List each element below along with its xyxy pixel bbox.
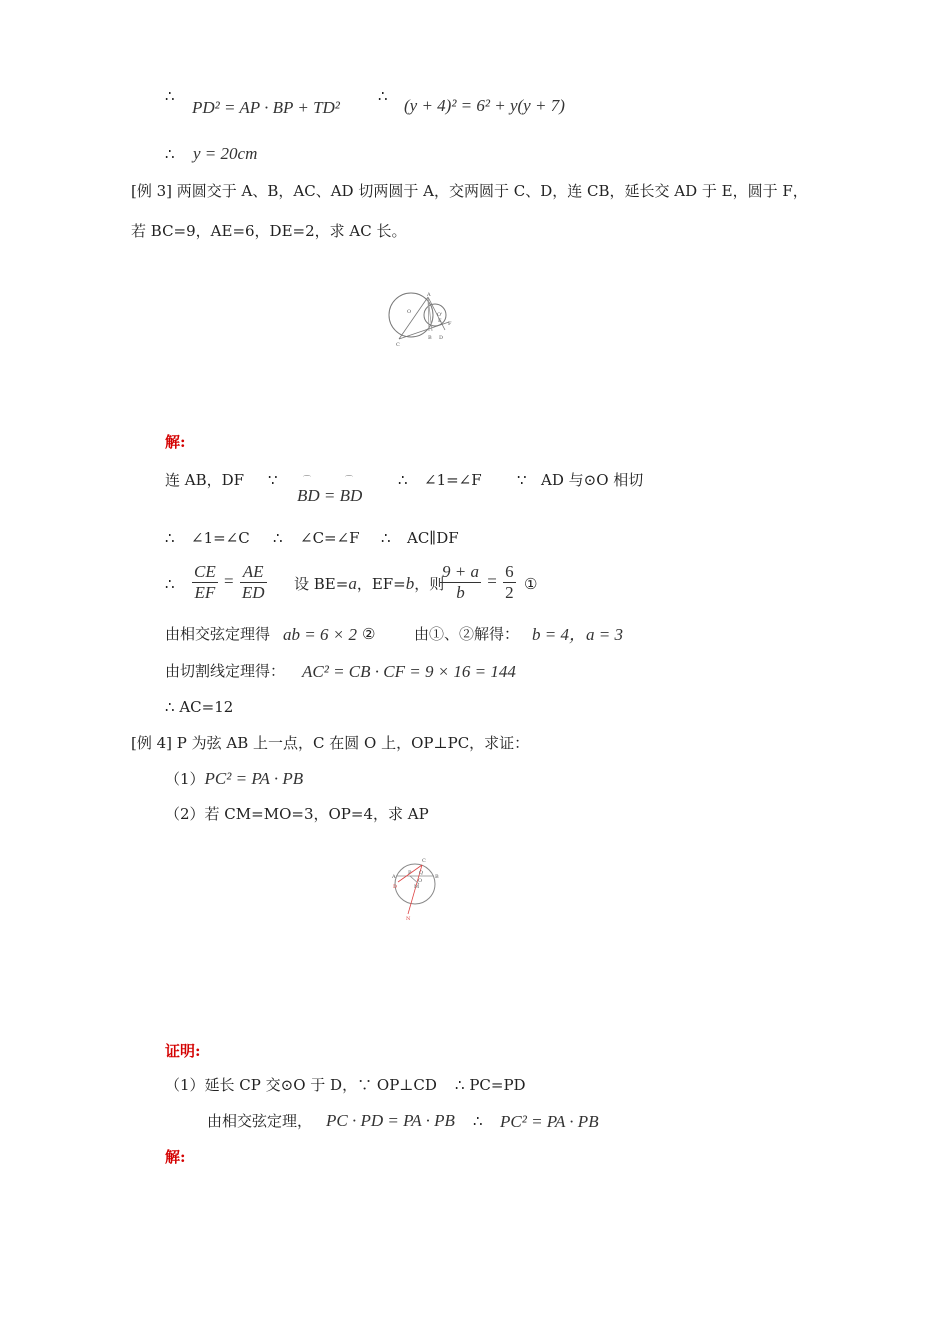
step-connect-ab-df: 连 AB，DF — [165, 471, 245, 489]
fig-label: P — [408, 870, 412, 876]
therefore-symbol: ∴ — [473, 1112, 483, 1130]
fig-label: A — [427, 292, 431, 298]
solution-label: 解: — [165, 433, 186, 451]
circle-number-one: ① — [524, 575, 538, 593]
therefore-symbol: ∴ — [165, 145, 175, 163]
circle-o-prime — [424, 304, 446, 326]
fig-label: O — [407, 309, 412, 315]
ratio-equation: $\frac{CE}{EF}$ = $\frac{AE}{ED}$ — [194, 562, 265, 602]
equation-text: PD² = AP · BP + TD² — [192, 98, 340, 117]
example3-statement-line2: 若 BC=9，AE=6，DE=2，求 AC 长。 — [131, 222, 407, 240]
intersecting-chord-text: 由相交弦定理得 — [165, 625, 271, 643]
fig-label: Q — [419, 870, 424, 876]
fraction-9a-b: $\frac{9 + a}{b}$ — [442, 562, 479, 602]
proof-conclusion: PC² = PA · PB — [500, 1112, 599, 1131]
fig-label: N — [406, 916, 411, 922]
therefore-symbol: ∴ — [378, 87, 388, 105]
equation-y-plus-4: (y + 4)² = 6² + y(y + 7) — [404, 96, 565, 115]
fig-label: F — [448, 321, 452, 327]
fig-label: B — [428, 335, 432, 341]
fig-label: C — [396, 342, 400, 348]
fig-label: D — [393, 884, 398, 890]
fig-label: M — [414, 884, 420, 890]
solution-values: b = 4，a = 3 — [532, 625, 623, 644]
therefore-symbol: ∴ — [381, 529, 391, 547]
angle-equality-cf: ∠C=∠F — [300, 529, 360, 547]
because-symbol: ∵ — [268, 471, 278, 489]
because-symbol: ∵ — [517, 471, 527, 489]
question-2: （2）若 CM=MO=3，OP=4，求 AP — [165, 805, 429, 823]
angle-equality-c: ∠1=∠C — [191, 529, 250, 547]
solution-label: 解: — [165, 1148, 186, 1166]
example4-statement: [例 4] P 为弦 AB 上一点，C 在圆 O 上，OP⊥PC，求证： — [131, 734, 530, 752]
proof-step-1-conclusion: ∴ PC=PD — [455, 1076, 526, 1094]
therefore-symbol: ∴ — [165, 87, 175, 105]
example3-figure — [385, 285, 465, 350]
proof-step-1: （1）延长 CP 交⊙O 于 D，∵ OP⊥CD — [165, 1076, 437, 1094]
fig-label: A — [392, 874, 396, 880]
question-1: （1）PC² = PA · PB — [165, 769, 304, 788]
tangent-statement: AD 与⊙O 相切 — [541, 471, 644, 489]
solve-text: 由①、②解得： — [414, 625, 520, 643]
arc-equality: BD = BD — [297, 486, 363, 505]
equation-pd-squared — [192, 97, 340, 119]
parallel-statement: AC∥DF — [407, 529, 459, 547]
fraction-ce-ef: $\frac{CE}{EF}$ — [194, 562, 216, 602]
secant-tangent-text: 由切割线定理得： — [165, 662, 286, 680]
fig-label: C — [422, 858, 426, 864]
arc-mark: ⌒ — [345, 475, 353, 484]
therefore-symbol: ∴ — [165, 529, 175, 547]
equation-ab: ab = 6 × 2 — [283, 625, 357, 644]
fig-label: O' — [437, 312, 443, 318]
circle-number-two: ② — [362, 625, 376, 643]
set-variables: 设 BE=a，EF=b，则 — [294, 574, 445, 593]
therefore-symbol: ∴ — [273, 529, 283, 547]
fig-label: E — [438, 318, 442, 324]
fraction-ae-ed: $\frac{AE}{ED}$ — [241, 562, 265, 602]
therefore-symbol: ∴ — [398, 471, 408, 489]
chord-equation: PC · PD = PA · PB — [326, 1111, 455, 1130]
therefore-symbol: ∴ — [165, 575, 175, 593]
final-answer: ∴ AC=12 — [165, 698, 234, 716]
arc-mark: ⌒ — [303, 475, 311, 484]
angle-equality: ∠1=∠F — [424, 471, 482, 489]
fig-label: D — [439, 335, 444, 341]
equation-ac-squared: AC² = CB · CF = 9 × 16 = 144 — [302, 662, 516, 681]
proof-step-2: 由相交弦定理， — [207, 1112, 313, 1130]
equation-one: $\frac{9 + a}{b}$ = $\frac{6}{2}$ — [442, 562, 514, 602]
fig-label: B — [435, 874, 439, 880]
example4-figure — [390, 852, 445, 924]
fig-label: O — [418, 878, 423, 884]
example3-statement-line1: [例 3] 两圆交于 A、B，AC、AD 切两圆于 A，交两圆于 C、D，连 CB，延长交 AD 于 E，圆于 F， — [131, 182, 808, 200]
result-y: y = 20cm — [193, 144, 258, 163]
proof-label: 证明: — [165, 1042, 201, 1060]
fraction-6-2: $\frac{6}{2}$ — [505, 562, 514, 602]
